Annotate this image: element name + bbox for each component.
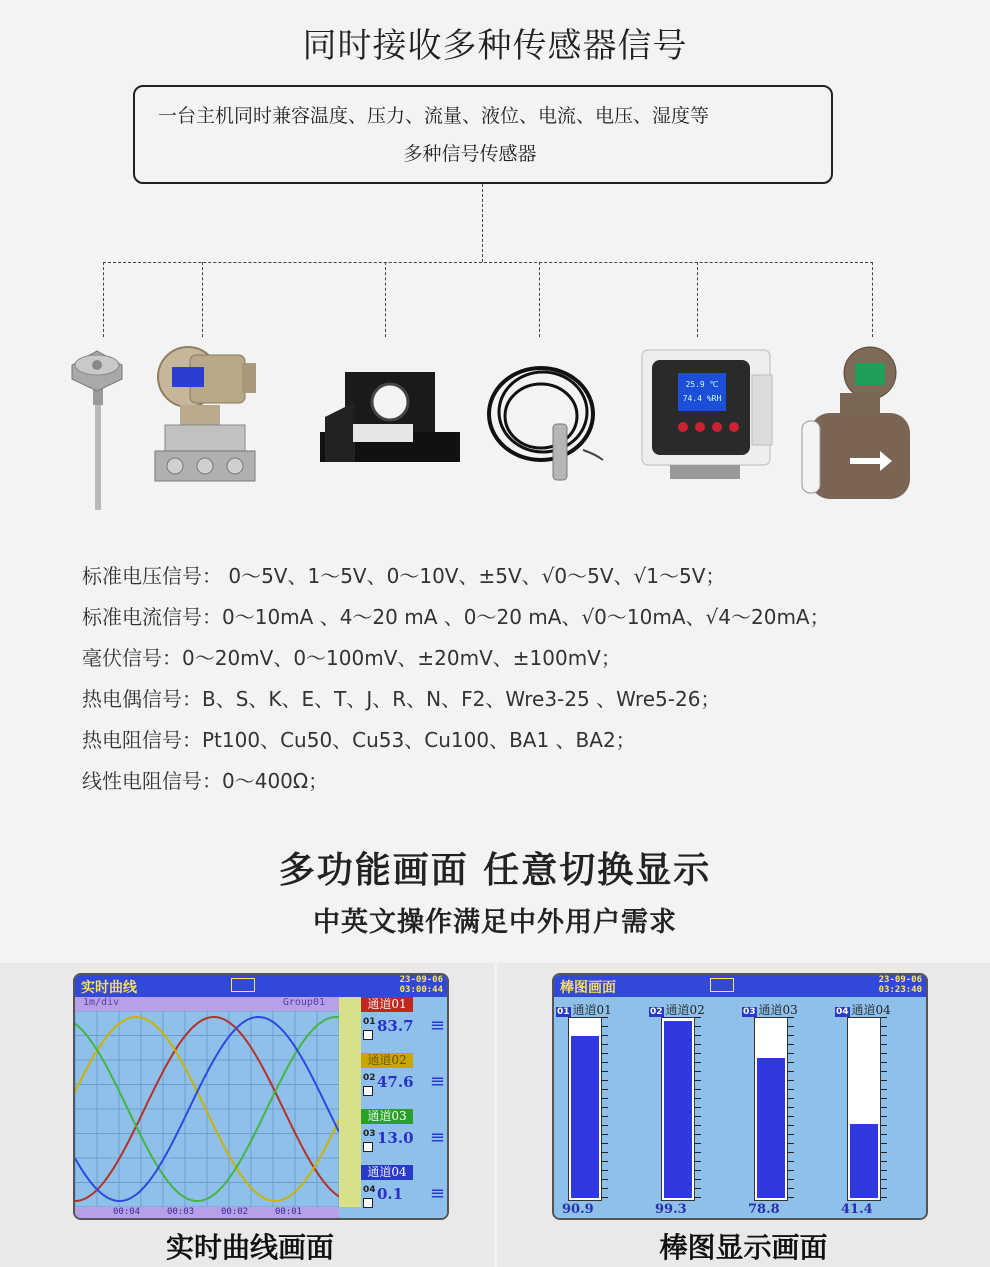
bar-scale: [602, 1017, 608, 1199]
battery-icon: [231, 978, 255, 992]
time-tick-1: 00:04: [113, 1207, 141, 1217]
channel-value: 13.0: [377, 1129, 414, 1147]
controller-temp-readout: 25.9 ℃: [685, 380, 719, 389]
time-tick-2: 00:03: [167, 1207, 195, 1217]
bar-fill: [757, 1058, 785, 1198]
bar-frame: [754, 1017, 788, 1201]
channel-menu-icon[interactable]: ≡: [429, 1183, 445, 1204]
curve-screen-datetime: [400, 975, 443, 995]
section-title-display: 多功能画面 任意切换显示: [278, 850, 712, 891]
bar-screen-caption: 棒图显示画面: [659, 1231, 828, 1264]
curve-ruler: [339, 997, 361, 1207]
curve-scale-label: 1m/div: [83, 997, 120, 1008]
bar-channel-label: 通道02: [665, 1003, 705, 1017]
channel-checkbox[interactable]: [363, 1086, 373, 1096]
channel-checkbox[interactable]: [363, 1198, 373, 1208]
spec-linear-resistance: 线性电阻信号：0～400Ω；: [82, 769, 329, 793]
connector-drop-4: [539, 262, 540, 337]
spec-voltage: 标准电压信号： 0～5V、1～5V、0～10V、±5V、√0～5V、√1～5V；: [82, 564, 726, 588]
time-tick-4: 00:01: [275, 1207, 303, 1217]
bar-value: 90.9: [562, 1202, 594, 1217]
connector-drop-6: [872, 262, 873, 337]
bar-area: [554, 997, 926, 1218]
bar-screen-time: 03:23:40: [878, 985, 922, 995]
channel-number: 04: [363, 1185, 376, 1195]
curve-screen: [73, 973, 449, 1220]
channel-list: [361, 997, 447, 1220]
spec-rtd: 热电阻信号：Pt100、Cu50、Cu53、Cu100、BA1 、BA2；: [82, 728, 636, 752]
curve-screen-date: 23-09-06: [399, 975, 443, 985]
channel-checkbox[interactable]: [363, 1030, 373, 1040]
bar-screen-datetime: [879, 975, 922, 995]
curve-scale-bar: [75, 997, 339, 1011]
bar-scale: [788, 1017, 794, 1199]
bar-frame: [568, 1017, 602, 1201]
spec-thermocouple: 热电偶信号：B、S、K、E、T、J、R、N、F2、Wre3-25 、Wre5-26；: [82, 687, 721, 711]
channel-checkbox[interactable]: [363, 1142, 373, 1152]
time-tick-3: 00:02: [221, 1207, 249, 1217]
thermocouple-image: [62, 345, 132, 515]
spec-millivolt: 毫伏信号：0～20mV、0～100mV、±20mV、±100mV；: [82, 646, 621, 670]
channel-row: [361, 1109, 447, 1165]
channel-label: 通道04: [361, 1165, 413, 1180]
connector-bus: [103, 262, 873, 263]
bar-screen-title: 棒图画面: [560, 980, 616, 996]
curve-screen-title: 实时曲线: [81, 980, 137, 996]
channel-menu-icon[interactable]: ≡: [429, 1071, 445, 1092]
channel-number: 03: [363, 1129, 376, 1139]
pressure-transmitter-image: [150, 345, 270, 495]
bar-frame: [661, 1017, 695, 1201]
bar-channel-label: 通道03: [758, 1003, 798, 1017]
bar-fill: [571, 1036, 599, 1198]
curve-group-label: Group01: [282, 997, 325, 1008]
controller-humidity-readout: 74.4 %RH: [682, 394, 722, 403]
bar-scale: [695, 1017, 701, 1199]
bar-channel-number: 03: [743, 1007, 756, 1017]
channel-row: [361, 1165, 447, 1220]
bar-screen-date: 23-09-06: [878, 975, 922, 985]
bar-screen: [552, 973, 928, 1220]
channel-row: [361, 997, 447, 1053]
bar-screen-header: [554, 975, 926, 997]
info-box: [133, 85, 833, 184]
bar-fill: [664, 1021, 692, 1198]
channel-menu-icon[interactable]: ≡: [429, 1015, 445, 1036]
bar-value: 78.8: [748, 1202, 780, 1217]
channel-number: 02: [363, 1073, 376, 1083]
bar-channel-number: 01: [557, 1007, 570, 1017]
info-box-line1: 一台主机同时兼容温度、压力、流量、液位、电流、电压、湿度等: [158, 105, 710, 127]
flow-meter-image: [800, 343, 920, 503]
connector-trunk: [482, 184, 483, 262]
curve-screen-time: 03:00:44: [399, 985, 443, 995]
curve-plot: [75, 1011, 339, 1207]
bar-value: 41.4: [841, 1202, 873, 1217]
current-sensor-image: [315, 362, 465, 474]
battery-icon: [710, 978, 734, 992]
channel-label: 通道01: [361, 997, 413, 1012]
bar-channel-label: 通道01: [572, 1003, 612, 1017]
channel-label: 通道02: [361, 1053, 413, 1068]
info-box-line2: 多种信号传感器: [403, 143, 537, 165]
bar-channel-number: 02: [650, 1007, 663, 1017]
bar-channel-header: [649, 999, 739, 1015]
channel-value: 47.6: [377, 1073, 414, 1091]
humidity-controller-image: [640, 345, 775, 485]
bar-channel-label: 通道04: [851, 1003, 891, 1017]
channel-row: [361, 1053, 447, 1109]
channel-menu-icon[interactable]: ≡: [429, 1127, 445, 1148]
bar-fill: [850, 1124, 878, 1198]
connector-drop-2: [202, 262, 203, 337]
bar-frame: [847, 1017, 881, 1201]
section-title-sensors: 同时接收多种传感器信号: [302, 26, 688, 66]
connector-drop-1: [103, 262, 104, 337]
channel-label: 通道03: [361, 1109, 413, 1124]
bar-value: 99.3: [655, 1202, 687, 1217]
curve-time-axis: [75, 1207, 339, 1220]
bar-scale: [881, 1017, 887, 1199]
bar-channel-header: [742, 999, 832, 1015]
channel-value: 0.1: [377, 1185, 404, 1203]
channel-value: 83.7: [377, 1017, 414, 1035]
bar-channel-header: [835, 999, 925, 1015]
bar-channel-header: [556, 999, 646, 1015]
connector-drop-3: [385, 262, 386, 337]
channel-number: 01: [363, 1017, 376, 1027]
spec-current: 标准电流信号：0～10mA 、4～20 mA 、0～20 mA、√0～10mA、√4～20mA；: [82, 605, 830, 629]
level-probe-image: [483, 362, 608, 487]
section-subtitle-display: 中英文操作满足中外用户需求: [313, 907, 677, 938]
bar-channel-number: 04: [836, 1007, 849, 1017]
curve-screen-header: [75, 975, 447, 997]
curve-screen-caption: 实时曲线画面: [165, 1231, 334, 1264]
connector-drop-5: [697, 262, 698, 337]
